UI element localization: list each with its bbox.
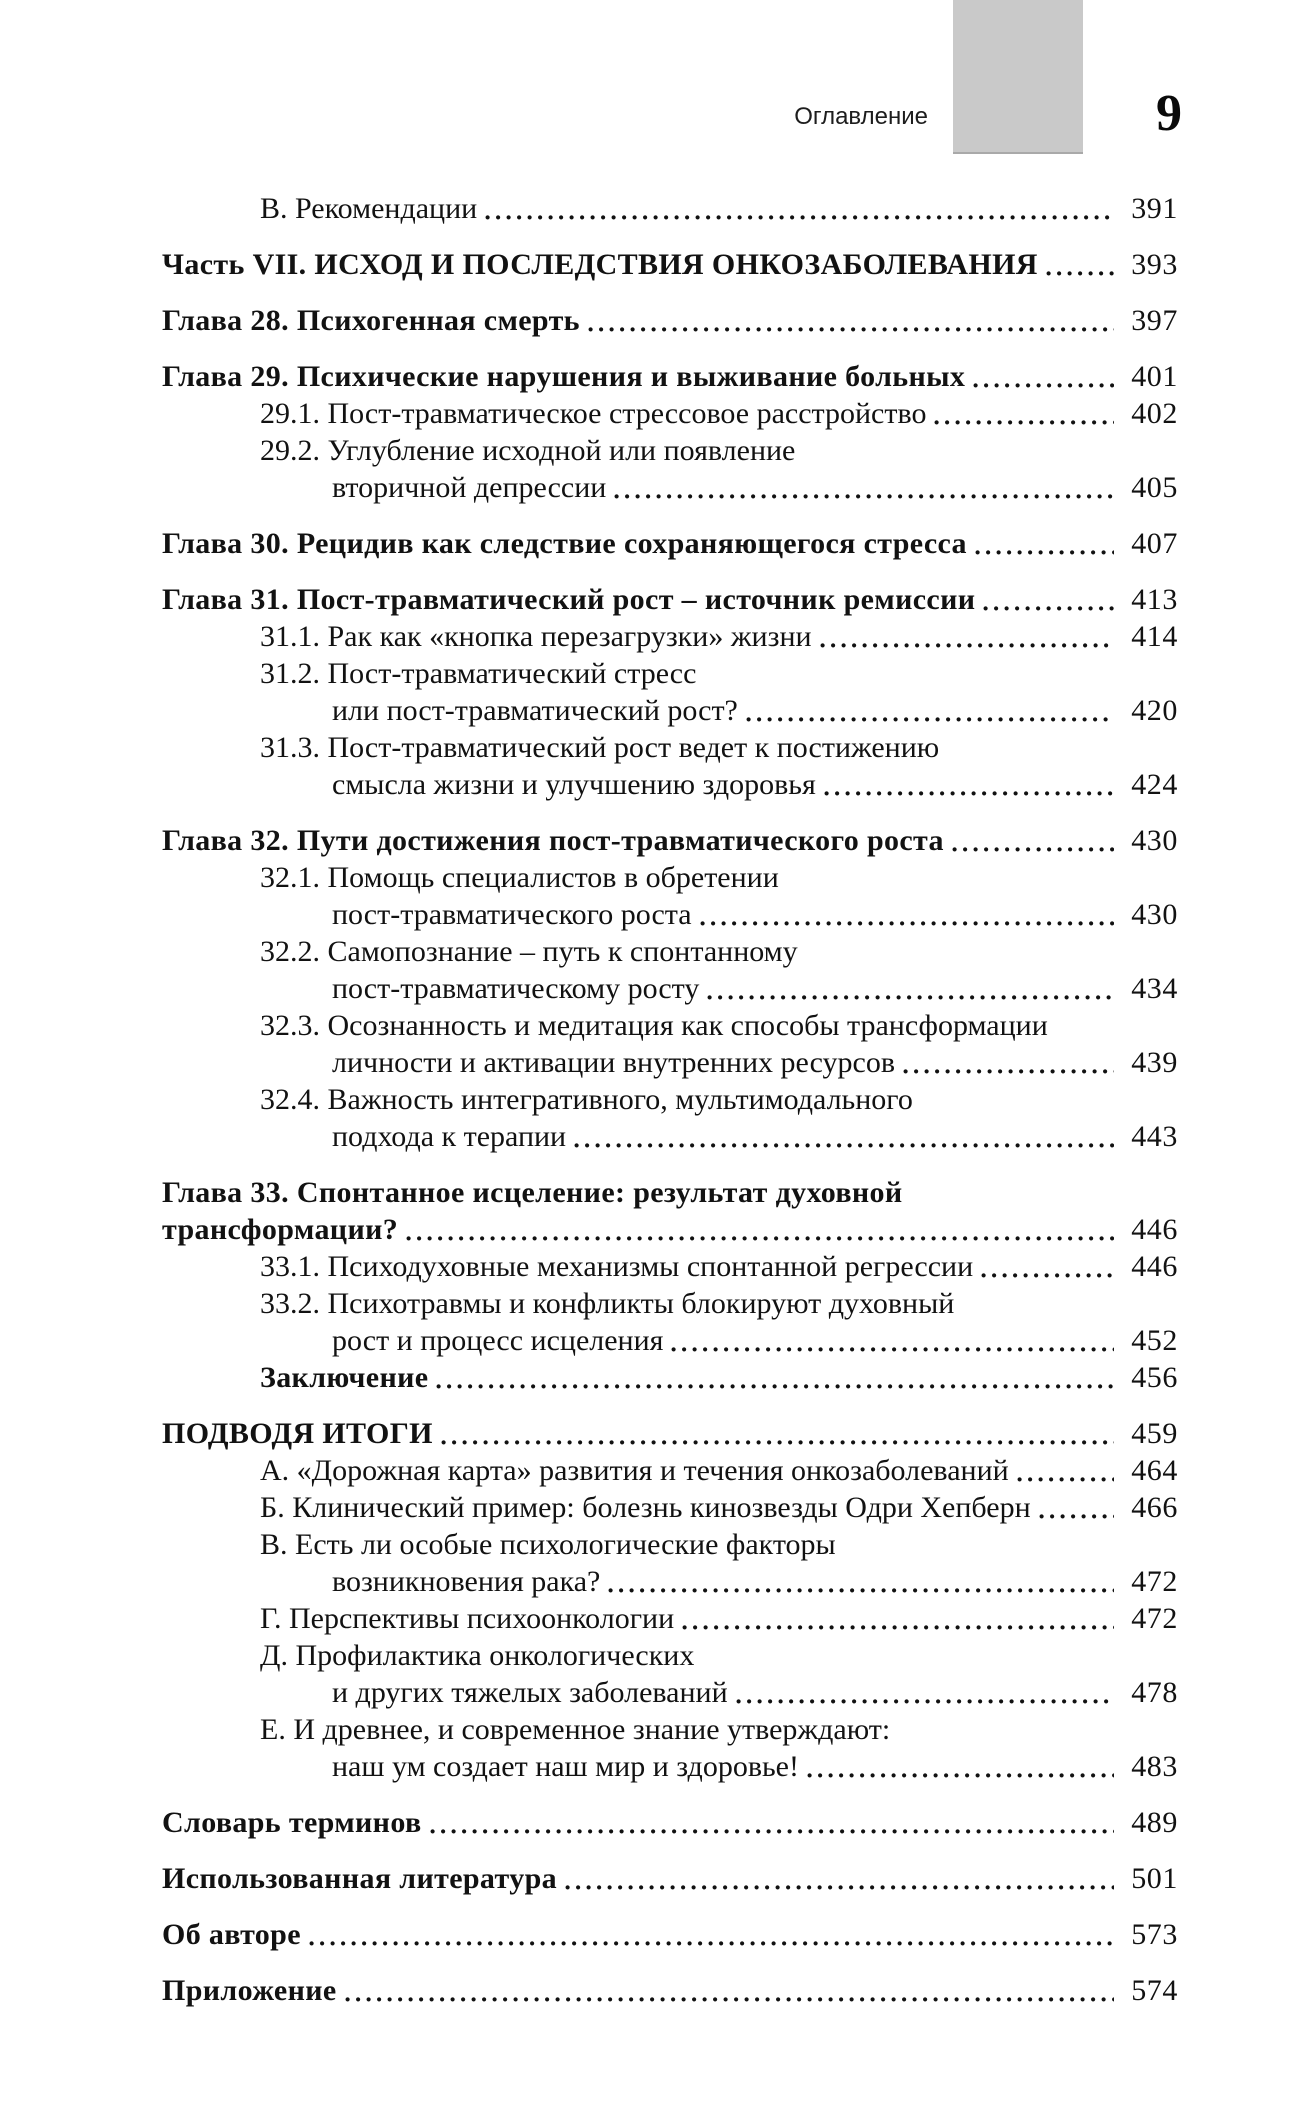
toc-line <box>162 581 1178 618</box>
toc-page-number: 414 <box>1131 620 1178 653</box>
dot-leader <box>807 1772 1114 1779</box>
toc-page-number: 478 <box>1131 1676 1178 1709</box>
toc-line <box>162 618 1178 655</box>
dot-leader <box>485 214 1114 221</box>
toc-entry-text: 31.2. Пост-травматический стресс <box>260 657 697 690</box>
toc-entry <box>162 358 1178 395</box>
toc-page-number: 472 <box>1131 1602 1178 1635</box>
toc-entry <box>162 618 1178 655</box>
toc-entry <box>162 1452 1178 1489</box>
toc-line <box>162 1600 1178 1637</box>
toc-entry-text: трансформации? <box>162 1213 399 1246</box>
toc-entry-text: Глава 31. Пост-травматический рост – источник ремиссии <box>162 583 976 616</box>
toc-entry <box>162 655 1178 729</box>
toc-page-number: 489 <box>1131 1806 1178 1839</box>
toc-line <box>162 970 1178 1007</box>
toc-line <box>162 1285 1178 1322</box>
toc-page-number: 401 <box>1131 360 1178 393</box>
toc-entry <box>162 933 1178 1007</box>
toc-line <box>162 729 1178 766</box>
toc-page-number: 446 <box>1131 1213 1178 1246</box>
toc-line <box>162 1248 1178 1285</box>
toc-page-number: 430 <box>1131 898 1178 931</box>
toc-page-number: 424 <box>1131 768 1178 801</box>
toc-entry-text: наш ум создает наш мир и здоровье! <box>332 1750 799 1783</box>
toc-entry <box>162 1526 1178 1600</box>
toc-entry <box>162 1415 1178 1452</box>
dot-leader <box>983 605 1114 612</box>
dot-leader <box>824 790 1114 797</box>
toc-line <box>162 1526 1178 1563</box>
toc-entry <box>162 1972 1178 2009</box>
toc-page-number: 405 <box>1131 471 1178 504</box>
toc-entry-text: пост-травматическому росту <box>332 972 700 1005</box>
folio-page-number: 9 <box>1156 85 1182 142</box>
toc-entry-text: Б. Клинический пример: болезнь кинозвезды Одри Хепберн <box>260 1491 1031 1524</box>
toc-entry-text: Глава 29. Психические нарушения и выживание больных <box>162 360 966 393</box>
toc-entry-text: 29.1. Пост-травматическое стрессовое расстройство <box>260 397 927 430</box>
toc-line <box>162 1118 1178 1155</box>
toc-page-number: 439 <box>1131 1046 1178 1079</box>
toc-entry <box>162 525 1178 562</box>
toc-page-number: 443 <box>1131 1120 1178 1153</box>
toc-page-number: 430 <box>1131 824 1178 857</box>
toc-entry <box>162 1489 1178 1526</box>
toc-line <box>162 1081 1178 1118</box>
toc-line <box>162 1916 1178 1953</box>
toc-entry-text: и других тяжелых заболеваний <box>332 1676 728 1709</box>
toc-entry-text: В. Есть ли особые психологические факторы <box>260 1528 836 1561</box>
toc-entry-text: 33.2. Психотравмы и конфликты блокируют духовный <box>260 1287 955 1320</box>
toc-line <box>162 822 1178 859</box>
toc-entry-text: подхода к терапии <box>332 1120 567 1153</box>
toc-page-number: 456 <box>1131 1361 1178 1394</box>
toc-entry <box>162 729 1178 803</box>
toc-entry <box>162 1007 1178 1081</box>
toc-line <box>162 1489 1178 1526</box>
toc-line <box>162 859 1178 896</box>
toc-entry-text: 32.3. Осознанность и медитация как способы трансформации <box>260 1009 1048 1042</box>
toc-line <box>162 933 1178 970</box>
toc-line <box>162 1415 1178 1452</box>
toc-line <box>162 766 1178 803</box>
toc-line <box>162 1711 1178 1748</box>
toc-entry <box>162 581 1178 618</box>
toc-line <box>162 1452 1178 1489</box>
toc-entry-text: вторичной депрессии <box>332 471 607 504</box>
dot-leader <box>1046 270 1114 277</box>
toc-page-number: 574 <box>1131 1974 1178 2007</box>
dot-leader <box>574 1142 1114 1149</box>
toc-page-number: 434 <box>1131 972 1178 1005</box>
toc-line <box>162 1972 1178 2009</box>
toc-line <box>162 1748 1178 1785</box>
dot-leader <box>588 326 1114 333</box>
toc-entry-text: Заключение <box>260 1361 429 1394</box>
toc-page-number: 501 <box>1131 1862 1178 1895</box>
toc-entry-text: А. «Дорожная карта» развития и течения онкозаболеваний <box>260 1454 1009 1487</box>
toc-line <box>162 1174 1178 1211</box>
toc-line <box>162 1007 1178 1044</box>
dot-leader <box>707 994 1114 1001</box>
toc-page-number: 413 <box>1131 583 1178 616</box>
dot-leader <box>345 1996 1114 2003</box>
toc-entry-text: рост и процесс исцеления <box>332 1324 664 1357</box>
toc-line <box>162 395 1178 432</box>
toc-page-number: 459 <box>1131 1417 1178 1450</box>
dot-leader <box>975 549 1114 556</box>
toc-line <box>162 896 1178 933</box>
toc-entry-text: 31.1. Рак как «кнопка перезагрузки» жизни <box>260 620 812 653</box>
toc-entry-text: Использованная литература <box>162 1862 557 1895</box>
toc-entry <box>162 302 1178 339</box>
dot-leader <box>565 1884 1114 1891</box>
toc-entry-text: или пост-травматический рост? <box>332 694 738 727</box>
toc-line <box>162 1359 1178 1396</box>
toc-entry <box>162 190 1178 227</box>
dot-leader <box>309 1940 1114 1947</box>
toc-entry-text: 33.1. Психодуховные механизмы спонтанной регрессии <box>260 1250 974 1283</box>
toc-line <box>162 1804 1178 1841</box>
toc-page-number: 466 <box>1131 1491 1178 1524</box>
toc-entry-text: Часть VII. ИСХОД И ПОСЛЕДСТВИЯ ОНКОЗАБОЛЕВАНИЯ <box>162 248 1038 281</box>
toc-entry-text: 32.4. Важность интегративного, мультимодального <box>260 1083 913 1116</box>
toc-line <box>162 1563 1178 1600</box>
table-of-contents <box>162 190 1178 2009</box>
gray-corner-box <box>953 0 1083 154</box>
toc-entry-text: В. Рекомендации <box>260 192 478 225</box>
toc-entry <box>162 1637 1178 1711</box>
toc-entry-text: 31.3. Пост-травматический рост ведет к постижению <box>260 731 940 764</box>
toc-entry-text: Словарь терминов <box>162 1806 422 1839</box>
running-title: Оглавление <box>794 103 928 130</box>
dot-leader <box>981 1272 1114 1279</box>
toc-line <box>162 525 1178 562</box>
dot-leader <box>682 1624 1114 1631</box>
toc-entry <box>162 1916 1178 1953</box>
dot-leader <box>746 716 1114 723</box>
toc-page-number: 391 <box>1131 192 1178 225</box>
toc-entry-text: Е. И древнее, и современное знание утверждают: <box>260 1713 891 1746</box>
dot-leader <box>430 1828 1115 1835</box>
toc-line <box>162 1044 1178 1081</box>
toc-line <box>162 692 1178 729</box>
dot-leader <box>671 1346 1114 1353</box>
toc-entry-text: Г. Перспективы психоонкологии <box>260 1602 675 1635</box>
toc-page-number: 393 <box>1131 248 1178 281</box>
toc-entry-text: смысла жизни и улучшению здоровья <box>332 768 816 801</box>
toc-entry-text: Глава 32. Пути достижения пост-травматического роста <box>162 824 944 857</box>
toc-line <box>162 1674 1178 1711</box>
toc-page-number: 420 <box>1131 694 1178 727</box>
toc-entry <box>162 246 1178 283</box>
toc-entry-text: Д. Профилактика онкологических <box>260 1639 695 1672</box>
toc-entry <box>162 1174 1178 1248</box>
toc-entry <box>162 1285 1178 1359</box>
toc-line <box>162 1211 1178 1248</box>
dot-leader <box>934 419 1114 426</box>
dot-leader <box>608 1587 1114 1594</box>
dot-leader <box>903 1068 1114 1075</box>
toc-page-number: 446 <box>1131 1250 1178 1283</box>
toc-entry <box>162 859 1178 933</box>
toc-entry-text: Об авторе <box>162 1918 301 1951</box>
dot-leader <box>441 1439 1114 1446</box>
toc-entry <box>162 822 1178 859</box>
toc-entry-text: Глава 28. Психогенная смерть <box>162 304 580 337</box>
toc-line <box>162 432 1178 469</box>
toc-entry <box>162 1711 1178 1785</box>
toc-line <box>162 469 1178 506</box>
dot-leader <box>700 920 1114 927</box>
toc-page-number: 402 <box>1131 397 1178 430</box>
toc-line <box>162 190 1178 227</box>
toc-page-number: 483 <box>1131 1750 1178 1783</box>
dot-leader <box>436 1383 1114 1390</box>
dot-leader <box>614 493 1114 500</box>
toc-page-number: 407 <box>1131 527 1178 560</box>
toc-line <box>162 358 1178 395</box>
toc-line <box>162 1637 1178 1674</box>
dot-leader <box>736 1698 1114 1705</box>
dot-leader <box>1039 1513 1114 1520</box>
toc-entry <box>162 1600 1178 1637</box>
toc-entry-text: пост-травматического роста <box>332 898 692 931</box>
toc-line <box>162 302 1178 339</box>
toc-page-number: 464 <box>1131 1454 1178 1487</box>
dot-leader <box>820 642 1114 649</box>
toc-entry <box>162 1804 1178 1841</box>
toc-entry-text: ПОДВОДЯ ИТОГИ <box>162 1417 433 1450</box>
toc-page-number: 397 <box>1131 304 1178 337</box>
toc-entry <box>162 1248 1178 1285</box>
toc-entry-text: Глава 33. Спонтанное исцеление: результат духовной <box>162 1176 903 1209</box>
toc-line <box>162 655 1178 692</box>
toc-line <box>162 246 1178 283</box>
toc-entry-text: 29.2. Углубление исходной или появление <box>260 434 796 467</box>
dot-leader <box>1017 1476 1114 1483</box>
dot-leader <box>952 846 1114 853</box>
dot-leader <box>973 382 1114 389</box>
toc-entry <box>162 395 1178 432</box>
toc-page-number: 452 <box>1131 1324 1178 1357</box>
toc-line <box>162 1322 1178 1359</box>
toc-page-number: 472 <box>1131 1565 1178 1598</box>
toc-entry-text: Приложение <box>162 1974 337 2007</box>
toc-entry <box>162 1860 1178 1897</box>
toc-entry <box>162 1359 1178 1396</box>
toc-entry-text: 32.1. Помощь специалистов в обретении <box>260 861 779 894</box>
toc-entry-text: личности и активации внутренних ресурсов <box>332 1046 895 1079</box>
toc-entry-text: Глава 30. Рецидив как следствие сохраняющегося стресса <box>162 527 967 560</box>
dot-leader <box>406 1235 1114 1242</box>
toc-line <box>162 1860 1178 1897</box>
toc-page-number: 573 <box>1131 1918 1178 1951</box>
toc-entry-text: 32.2. Самопознание – путь к спонтанному <box>260 935 798 968</box>
toc-entry-text: возникновения рака? <box>332 1565 601 1598</box>
toc-entry <box>162 1081 1178 1155</box>
toc-entry <box>162 432 1178 506</box>
